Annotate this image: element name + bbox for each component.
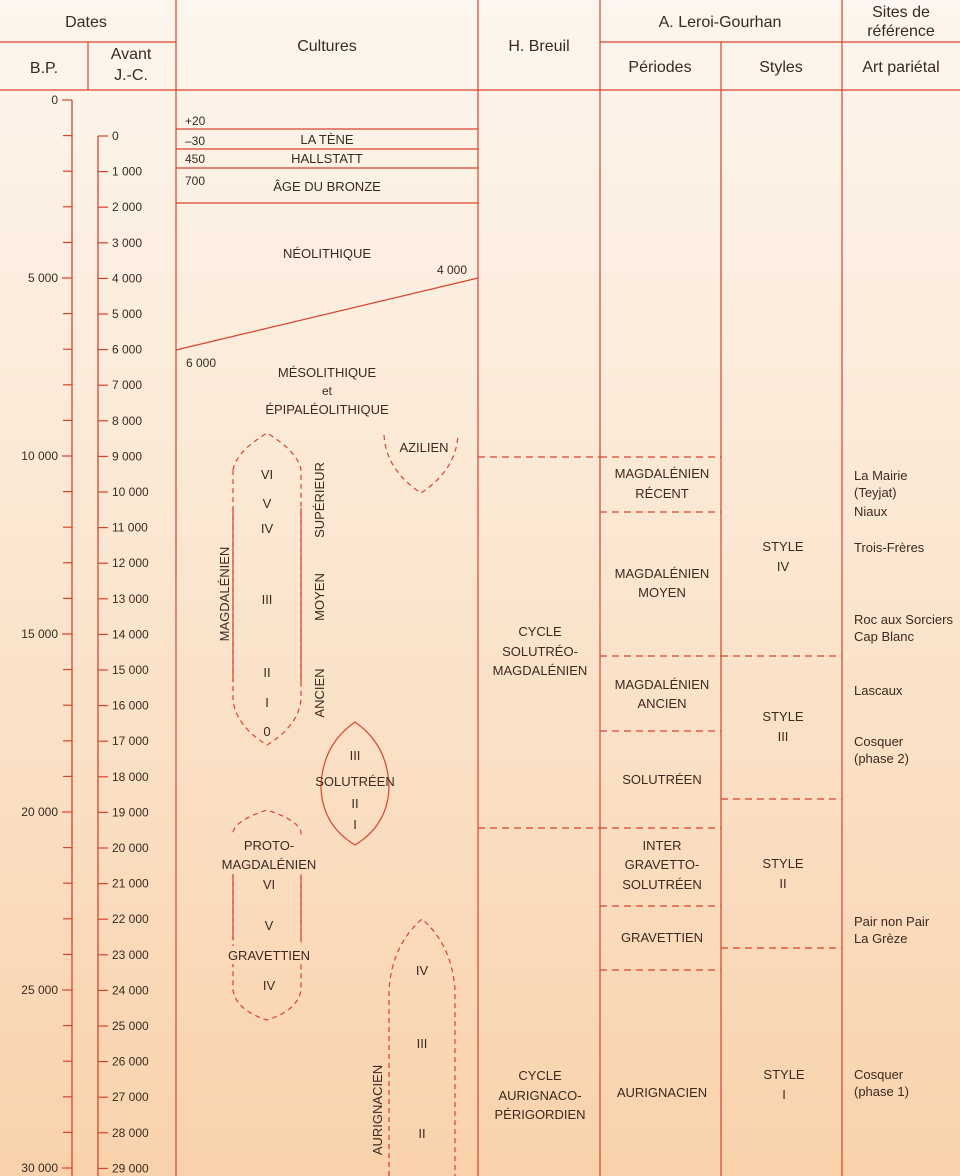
culture-mesolithique-et: et <box>321 384 333 398</box>
bc-tick-label: 15 000 <box>112 663 149 677</box>
header-leroi: A. Leroi-Gourhan <box>658 14 782 31</box>
magdalenien-phase: IV <box>260 521 274 536</box>
bc-tick-label: 21 000 <box>112 876 149 891</box>
magdalenien-phase: 0 <box>263 724 271 739</box>
bc-tick-label: 12 000 <box>112 556 149 571</box>
gravettien-phase: V <box>264 918 274 933</box>
periode-label: SOLUTRÉEN <box>622 877 702 892</box>
bc-tick-label: 26 000 <box>112 1054 149 1069</box>
bp-tick-label: 15 000 <box>21 627 58 641</box>
solutreen-phase: I <box>353 817 357 832</box>
style-label: II <box>779 876 787 891</box>
header-breuil: H. Breuil <box>508 38 570 55</box>
periode-label: MAGDALÉNIEN <box>614 466 710 481</box>
bc-tick-label: 10 000 <box>112 485 149 499</box>
bc-tick-label: 5 000 <box>112 307 143 321</box>
bc-tick-label: 17 000 <box>112 734 149 749</box>
site-label: Niaux <box>854 504 888 519</box>
magdalenien-phase: VI <box>260 467 274 482</box>
bc-tick-label: 7 000 <box>112 378 143 393</box>
bc-tick-label: 18 000 <box>112 769 149 784</box>
site-label: La Mairie <box>854 468 908 483</box>
aurignacien-phase: IV <box>415 963 429 978</box>
sites-column <box>854 468 953 1099</box>
culture-gravettien: GRAVETTIEN <box>227 948 311 963</box>
site-label: La Grèze <box>854 931 908 946</box>
header-bp: B.P. <box>29 60 59 77</box>
breuil-column <box>478 457 600 1122</box>
bp-axis <box>21 93 72 1176</box>
culture-proto-1: PROTO- <box>243 838 295 853</box>
culture-solutreen: SOLUTRÉEN <box>315 774 395 789</box>
bc-tick-label: 29 000 <box>112 1161 149 1176</box>
culture-hallstatt: HALLSTATT <box>291 151 363 166</box>
cultures-recent <box>176 114 478 417</box>
style-label: STYLE <box>762 539 804 554</box>
magdalenien-phase: I <box>265 695 269 710</box>
site-label: (phase 2) <box>854 751 909 766</box>
gravettien-shape <box>218 810 324 1020</box>
magdalenien-phase: II <box>263 665 271 680</box>
bp-tick-label: 20 000 <box>21 805 58 819</box>
culture-aurignacien: AURIGNACIEN <box>370 1064 385 1156</box>
site-label: (Teyjat) <box>854 485 897 500</box>
breuil-cycle2: PÉRIGORDIEN <box>494 1107 586 1122</box>
culture-neolithique: NÉOLITHIQUE <box>282 246 372 261</box>
periode-label: INTER <box>642 838 682 853</box>
style-label: IV <box>776 559 790 574</box>
periode-label: GRAVETTIEN <box>620 930 704 945</box>
bc-tick-label: 24 000 <box>112 983 149 998</box>
site-label: (phase 1) <box>854 1084 909 1099</box>
bp-tick-label: 5 000 <box>27 271 58 285</box>
solutreen-shape <box>315 722 394 845</box>
site-label: Roc aux Sorciers <box>854 612 953 627</box>
azilien-shape <box>384 435 458 493</box>
neo-date-left: 6 000 <box>186 356 217 370</box>
bc-tick-label: 14 000 <box>112 627 149 642</box>
bc-tick-label: 11 000 <box>112 520 148 535</box>
solutreen-phase: III <box>349 748 361 763</box>
periode-label: RÉCENT <box>635 486 689 501</box>
culture-date: 700 <box>185 174 206 188</box>
styles-column <box>721 539 842 1102</box>
bp-tick-label: 10 000 <box>21 449 58 463</box>
bc-tick-label: 22 000 <box>112 912 149 927</box>
style-label: I <box>782 1087 786 1102</box>
culture-date: –30 <box>185 134 206 148</box>
solutreen-phase: II <box>351 796 359 811</box>
style-label: STYLE <box>762 856 804 871</box>
bp-tick-label: 0 <box>51 93 58 107</box>
site-label: Pair non Pair <box>854 914 930 929</box>
periode-label: MAGDALÉNIEN <box>614 566 710 581</box>
bc-tick-label: 23 000 <box>112 947 149 962</box>
header-dates: Dates <box>65 14 107 31</box>
style-label: STYLE <box>763 1067 805 1082</box>
bc-axis <box>98 129 149 1176</box>
breuil-cycle2: CYCLE <box>518 1068 562 1083</box>
header-row <box>30 4 940 84</box>
style-label: STYLE <box>762 709 804 724</box>
bc-tick-label: 25 000 <box>112 1019 149 1033</box>
periode-label: SOLUTRÉEN <box>622 772 702 787</box>
bc-tick-label: 19 000 <box>112 805 149 820</box>
header-sites-2: référence <box>867 23 935 40</box>
magdalenien-ancien: ANCIEN <box>312 668 327 718</box>
bc-tick-label: 6 000 <box>112 342 143 357</box>
header-avant-1: Avant <box>110 46 152 63</box>
header-cultures: Cultures <box>297 38 357 55</box>
breuil-cycle1: MAGDALÉNIEN <box>492 663 588 678</box>
breuil-cycle1: CYCLE <box>518 624 562 639</box>
bc-tick-label: 3 000 <box>112 235 143 250</box>
bc-tick-label: 0 <box>112 129 119 143</box>
site-label: Trois-Frères <box>854 540 925 555</box>
bp-tick-label: 25 000 <box>21 983 58 997</box>
bc-tick-label: 27 000 <box>112 1090 149 1105</box>
culture-date: +20 <box>185 114 206 128</box>
bc-tick-label: 1 000 <box>112 164 143 179</box>
bc-tick-label: 8 000 <box>112 413 143 428</box>
header-periodes: Périodes <box>628 59 692 76</box>
site-label: Cosquer <box>854 734 904 749</box>
aurignacien-shape <box>370 919 455 1176</box>
periode-label: ANCIEN <box>637 696 687 711</box>
site-label: Cap Blanc <box>854 629 914 644</box>
bc-tick-label: 4 000 <box>112 271 143 286</box>
gravettien-phase: VI <box>262 877 276 892</box>
culture-bronze: ÂGE DU BRONZE <box>273 179 381 194</box>
periode-label: GRAVETTO- <box>624 857 700 872</box>
breuil-cycle2: AURIGNACO- <box>498 1088 582 1103</box>
periode-label: MOYEN <box>638 585 686 600</box>
site-label: Lascaux <box>854 683 903 698</box>
magdalenien-phase: III <box>261 592 273 607</box>
culture-proto-2: MAGDALÉNIEN <box>221 857 317 872</box>
neo-date-right: 4 000 <box>437 263 468 277</box>
periodes-column <box>600 457 721 1100</box>
culture-date: 450 <box>185 152 206 166</box>
magdalenien-shape <box>217 433 327 745</box>
bc-tick-label: 20 000 <box>112 841 149 855</box>
breuil-cycle1: SOLUTRÉO- <box>502 644 578 659</box>
header-art: Art pariétal <box>862 59 940 76</box>
bp-tick-label: 30 000 <box>21 1161 58 1175</box>
magdalenien-moyen: MOYEN <box>312 573 327 621</box>
site-label: Cosquer <box>854 1067 904 1082</box>
gravettien-phase: IV <box>262 978 276 993</box>
periode-label: AURIGNACIEN <box>616 1085 708 1100</box>
header-styles: Styles <box>759 59 803 76</box>
culture-azilien: AZILIEN <box>399 440 449 455</box>
style-label: III <box>777 729 789 744</box>
bc-tick-label: 13 000 <box>112 591 149 606</box>
bc-tick-label: 2 000 <box>112 200 143 215</box>
culture-mesolithique: MÉSOLITHIQUE <box>277 365 377 380</box>
culture-epipaleolithique: ÉPIPALÉOLITHIQUE <box>265 402 389 417</box>
bc-tick-label: 9 000 <box>112 449 143 464</box>
aurignacien-phase: III <box>416 1036 428 1051</box>
magdalenien-phase: V <box>262 496 272 511</box>
culture-la-tene: LA TÈNE <box>300 132 354 147</box>
header-avant-2: J.-C. <box>114 67 148 84</box>
aurignacien-phase: II <box>418 1126 426 1141</box>
culture-magdalenien: MAGDALÉNIEN <box>217 546 232 642</box>
periode-label: MAGDALÉNIEN <box>614 677 710 692</box>
header-sites-1: Sites de <box>872 4 930 21</box>
bc-tick-label: 28 000 <box>112 1125 149 1140</box>
magdalenien-superieur: SUPÉRIEUR <box>312 462 327 538</box>
bc-tick-label: 16 000 <box>112 698 149 713</box>
